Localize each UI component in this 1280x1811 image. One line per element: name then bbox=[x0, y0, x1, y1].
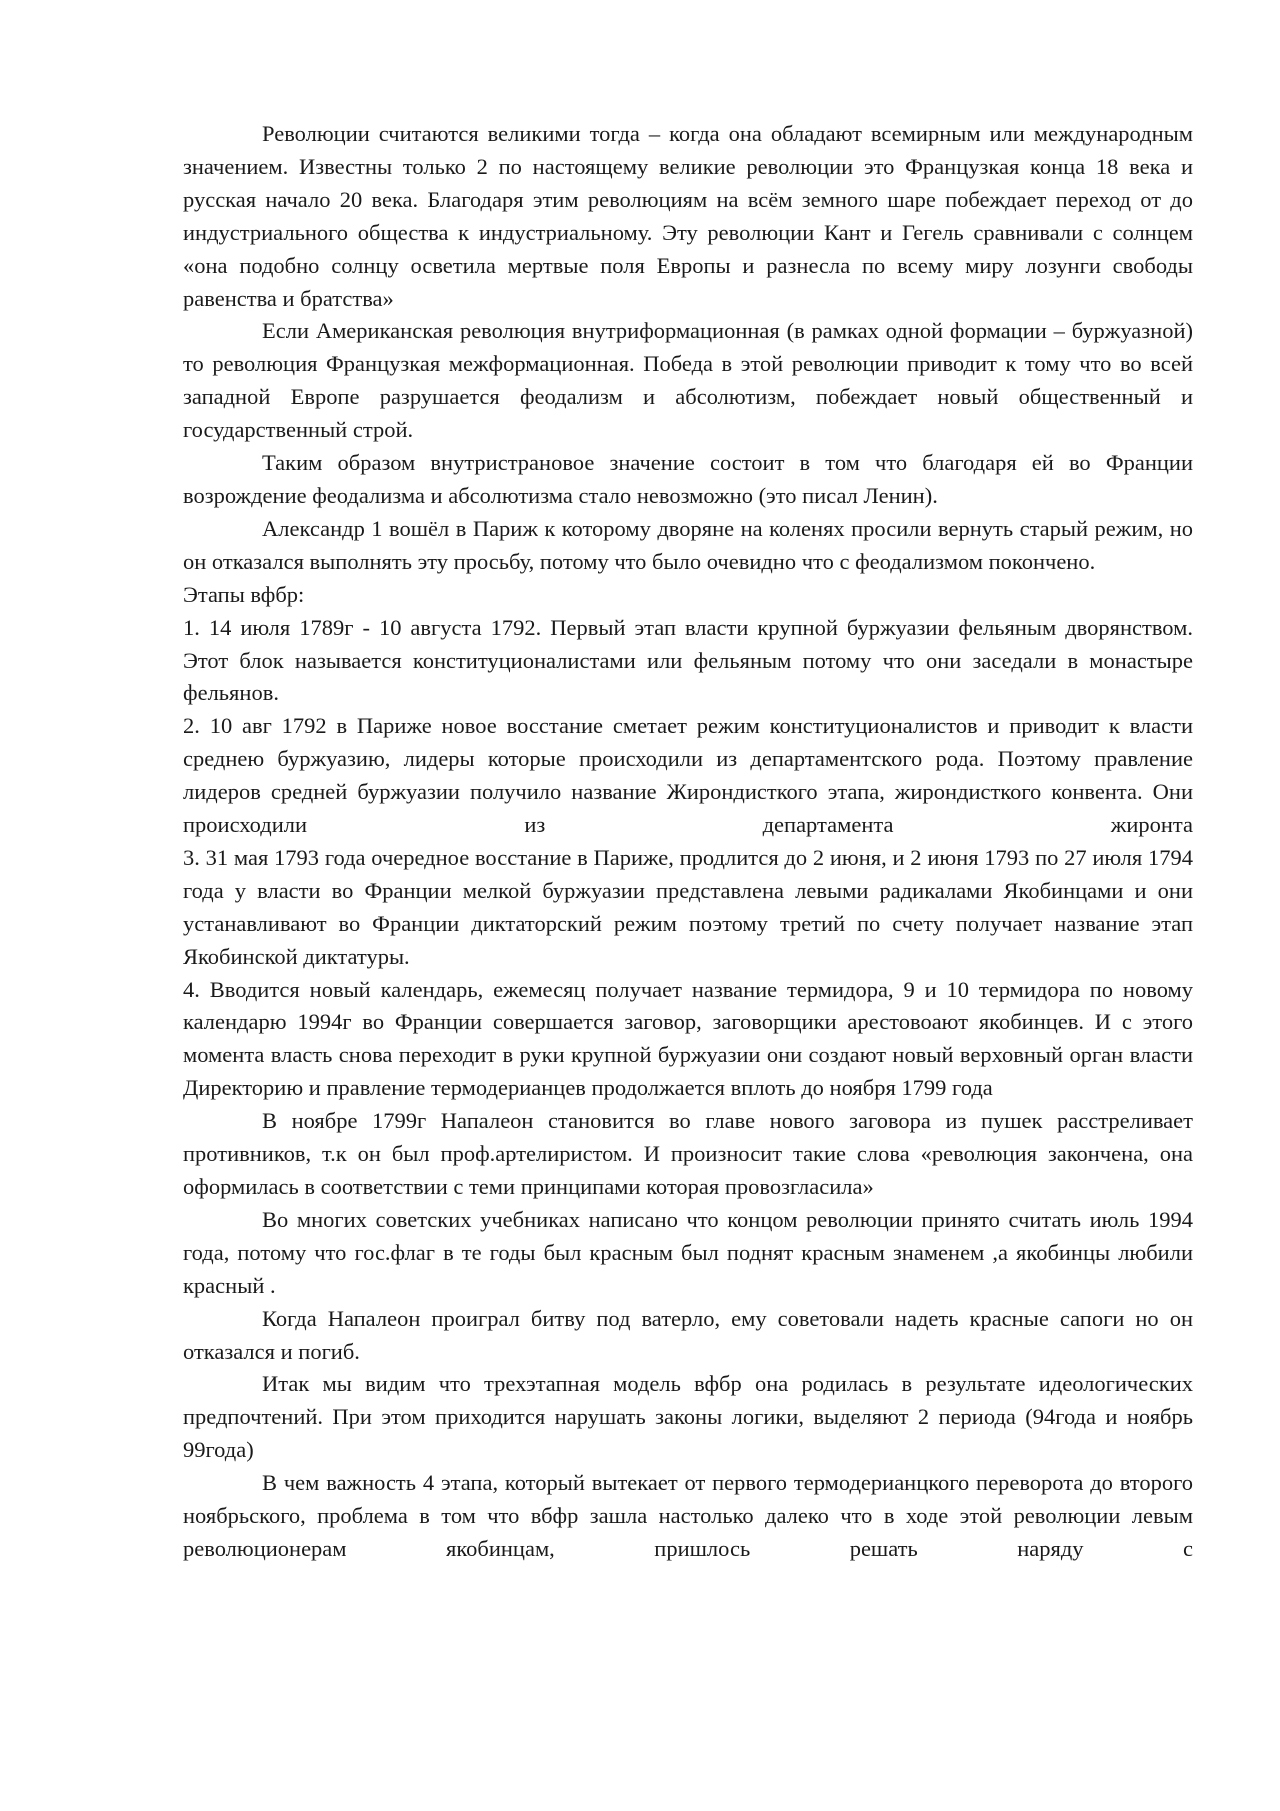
document-body bbox=[183, 118, 1193, 1566]
paragraph-world-significance: Революции считаются великими тогда – когда она обладают всемирным или международным значением. Известны только 2 по настоящему великие революции это Французкая конца 18 века и русская начало 20 века. Благодаря этим революциям на всём земного шаре побеждает переход от до индустриального общества к индустриальному. Эту революции Кант и Гегель сравнивали с солнцем «она подобно солнцу осветила мертвые поля Европы и разнесла по всему миру лозунги свободы равенства и братства» bbox=[183, 121, 1193, 311]
stages-heading: Этапы вфбр: bbox=[183, 581, 305, 607]
paragraph-three-stage-model: Итак мы видим что трехэтапная модель вфбр она родилась в результате идеологических предпочтений. При этом приходится нарушать законы логики, выделяют 2 периода (94года и ноябрь 99года) bbox=[183, 1371, 1193, 1463]
stage-1: 1. 14 июля 1789г - 10 августа 1792. Первый этап власти крупной буржуазии фельяным дворянством. Этот блок называется конституционалистами или фельяным потому что они заседали в монастыре фельянов. bbox=[183, 614, 1193, 706]
paragraph-waterloo: Когда Напалеон проиграл битву под ватерло, ему советовали надеть красные сапоги но он отказался и погиб. bbox=[183, 1305, 1193, 1364]
paragraph-interformational: Если Американская революция внутриформационная (в рамках одной формации – буржуазной) то революция Французкая межформационная. Победа в этой революции приводит к тому что во всей западной Европе разрушается феодализм и абсолютизм, побеждает новый общественный и государственный строй. bbox=[183, 318, 1193, 443]
paragraph-alexander: Александр 1 вошёл в Париж к которому дворяне на коленях просили вернуть старый режим, но он отказался выполнять эту просьбу, потому что было очевидно что с феодализмом покончено. bbox=[183, 515, 1193, 574]
stage-2: 2. 10 авг 1792 в Париже новое восстание сметает режим конституционалистов и приводит к власти среднею буржуазию, лидеры которые происходили из департаментского рода. Поэтому правление лидеров средней буржуазии получило название Жирондисткого этапа, жирондисткого конвента. Они происходили из департамента жиронта bbox=[183, 713, 1193, 838]
paragraph-soviet-textbooks: Во многих советских учебниках написано что концом революции принято считать июль 1994 года, потому что гос.флаг в те годы был красным был поднят красным знаменем ,а якобинцы любили красный . bbox=[183, 1206, 1193, 1298]
paragraph-napoleon-coup: В ноябре 1799г Напалеон становится во главе нового заговора из пушек расстреливает противников, т.к он был проф.артелиристом. И произносит такие слова «революция закончена, она оформилась в соответствии с теми принципами которая провозгласила» bbox=[183, 1108, 1193, 1199]
stage-3: 3. 31 мая 1793 года очередное восстание в Париже, продлится до 2 июня, и 2 июня 1793 по 27 июля 1794 года у власти во Франции мелкой буржуазии представлена левыми радикалами Якобинцами и они устанавливают во Франции диктаторский режим поэтому третий по счету получает название этап Якобинской диктатуры. bbox=[183, 844, 1193, 969]
stage-4: 4. Вводится новый календарь, ежемесяц получает название термидора, 9 и 10 термидора по новому календарю 1994г во Франции совершается заговор, заговорщики арестовоают якобинцев. И с этого момента власть снова переходит в руки крупной буржуазии они создают новый верховный орган власти Директорию и правление термодерианцев продолжается вплоть до ноября 1799 года bbox=[183, 976, 1193, 1101]
paragraph-fourth-stage: В чем важность 4 этапа, который вытекает от первого термодерианцкого переворота до второго ноябрьского, проблема в том что вбфр зашла настолько далеко что в ходе этой революции левым революционерам якобинцам, пришлось решать наряду с bbox=[183, 1470, 1193, 1561]
paragraph-domestic-significance: Таким образом внутристрановое значение состоит в том что благодаря ей во Франции возрождение феодализма и абсолютизма стало невозможно (это писал Ленин). bbox=[183, 450, 1193, 508]
